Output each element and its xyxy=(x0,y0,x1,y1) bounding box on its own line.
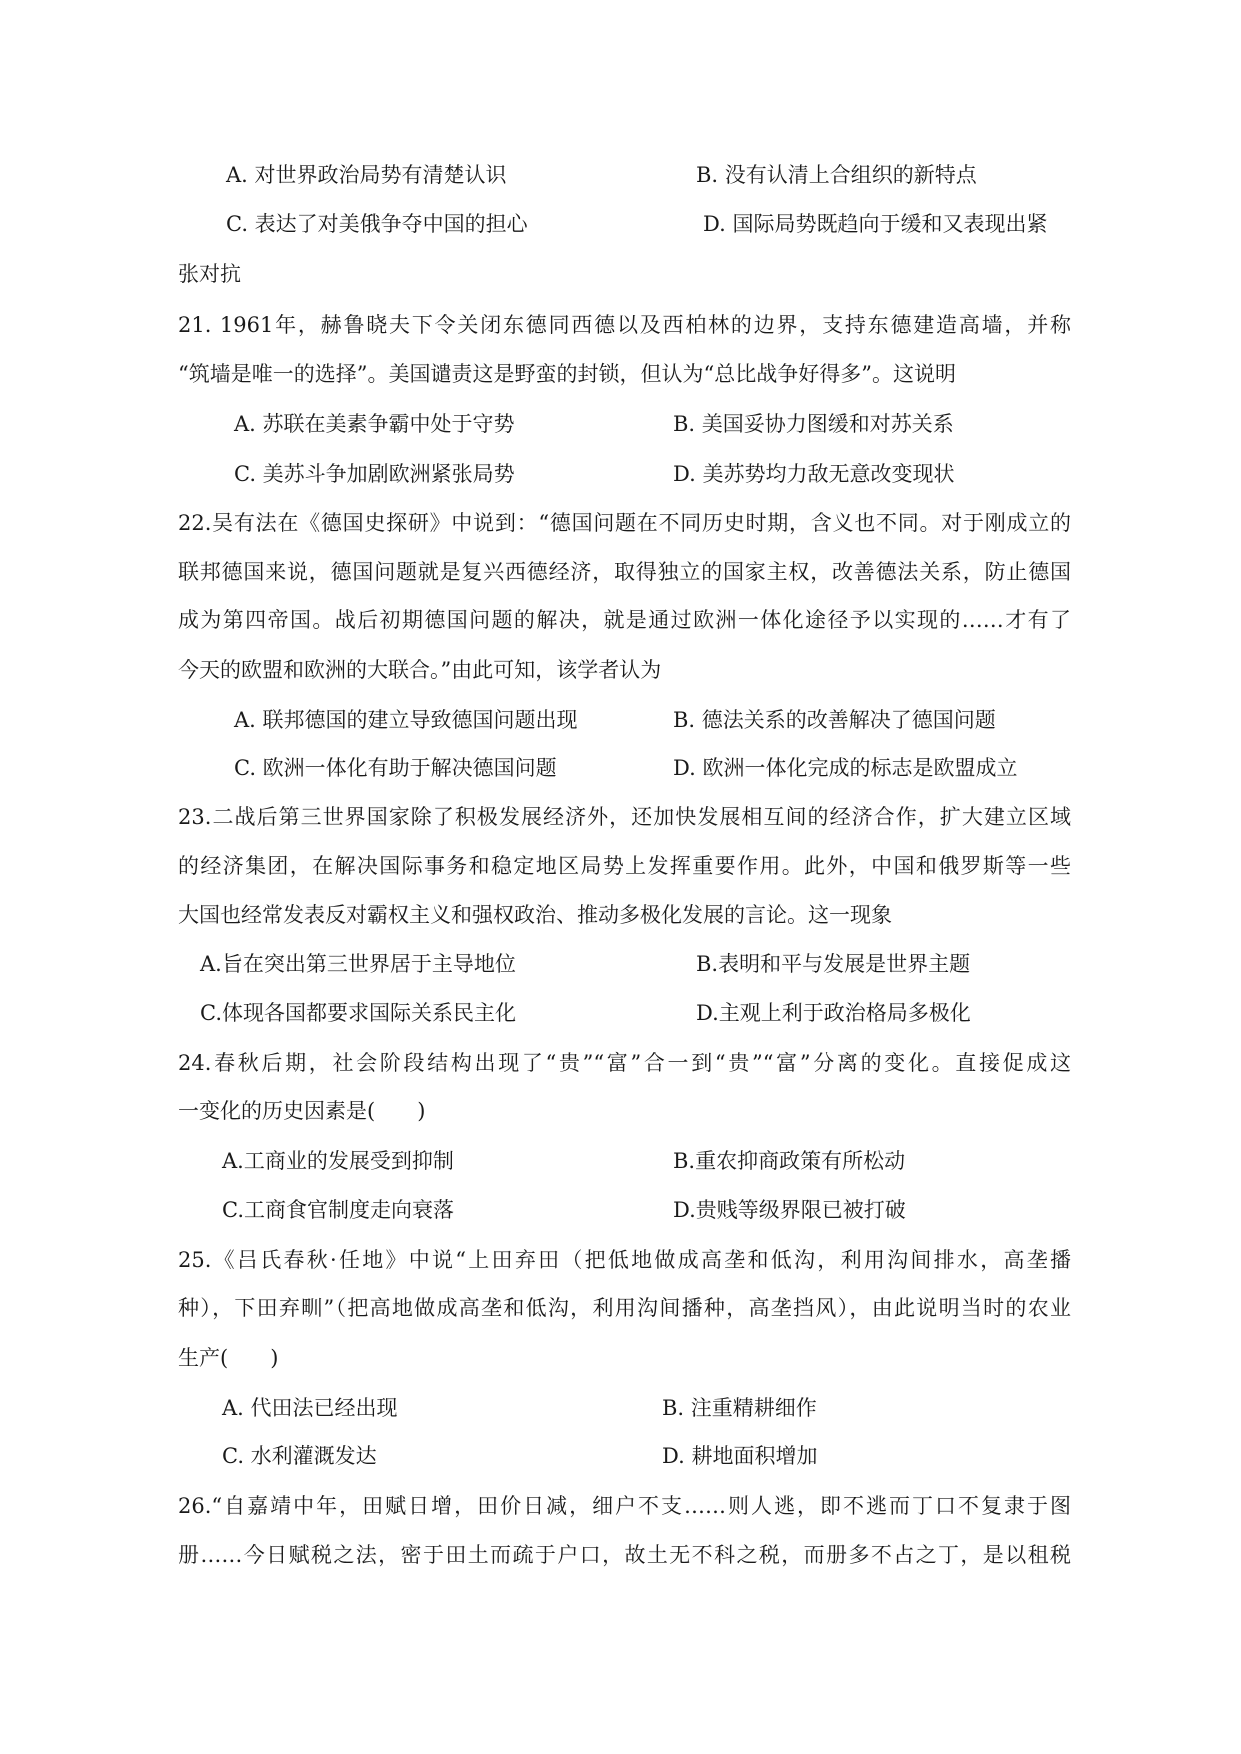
q24-option-b: B.重农抑商政策有所松动 xyxy=(673,1149,906,1173)
q23-stem-line: 的经济集团，在解决国际事务和稳定地区局势上发挥重要作用。此外，中国和俄罗斯等一些 xyxy=(178,854,1071,878)
q23-stem-line: 大国也经常发表反对霸权主义和强权政治、推动多极化发展的言论。这一现象 xyxy=(178,903,892,927)
q25-option-a: A. 代田法已经出现 xyxy=(222,1396,398,1420)
q23-option-d: D.主观上利于政治格局多极化 xyxy=(696,1001,971,1025)
q23-stem-line: 23.二战后第三世界国家除了积极发展经济外，还加快发展相互间的经济合作，扩大建立区域 xyxy=(178,805,1071,829)
q24-option-c: C.工商食官制度走向衰落 xyxy=(222,1198,454,1222)
q23-option-a: A.旨在突出第三世界居于主导地位 xyxy=(200,952,516,976)
q20-option-b: B. 没有认清上合组织的新特点 xyxy=(696,163,977,187)
q24-stem-line: 一变化的历史因素是( ) xyxy=(178,1099,426,1123)
q25-option-c: C. 水利灌溉发达 xyxy=(222,1444,377,1468)
q22-stem-line: 成为第四帝国。战后初期德国问题的解决，就是通过欧洲一体化途径予以实现的……才有了 xyxy=(178,608,1071,632)
q21-option-c: C. 美苏斗争加剧欧洲紧张局势 xyxy=(234,462,515,486)
q25-option-d: D. 耕地面积增加 xyxy=(662,1444,818,1468)
q25-stem-line: 种），下田弃甽”（把高地做成高垄和低沟，利用沟间播种，高垄挡风），由此说明当时的农业 xyxy=(178,1296,1071,1320)
q20-option-d-continued: 张对抗 xyxy=(178,262,241,286)
q26-stem-line: 册……今日赋税之法，密于田土而疏于户口，故土无不科之税，而册多不占之丁，是以租税 xyxy=(178,1543,1071,1567)
q23-option-c: C.体现各国都要求国际关系民主化 xyxy=(200,1001,516,1025)
q21-stem-line: “筑墙是唯一的选择”。美国谴责这是野蛮的封锁，但认为“总比战争好得多”。这说明 xyxy=(178,362,956,386)
q22-option-a: A. 联邦德国的建立导致德国问题出现 xyxy=(234,708,578,732)
q24-stem-line: 24.春秋后期，社会阶段结构出现了“贵”“富”合一到“贵”“富”分离的变化。直接促成这 xyxy=(178,1051,1071,1075)
q21-option-d: D. 美苏势均力敌无意改变现状 xyxy=(673,462,955,486)
q25-stem-line: 生产( ) xyxy=(178,1346,279,1370)
q22-option-d: D. 欧洲一体化完成的标志是欧盟成立 xyxy=(673,756,1018,780)
q23-option-b: B.表明和平与发展是世界主题 xyxy=(696,952,971,976)
q24-option-d: D.贵贱等级界限已被打破 xyxy=(673,1198,906,1222)
q21-option-a: A. 苏联在美素争霸中处于守势 xyxy=(234,412,515,436)
q21-stem-line: 21. 1961年，赫鲁晓夫下令关闭东德同西德以及西柏林的边界，支持东德建造高墙，并称 xyxy=(178,313,1071,337)
q25-stem-line: 25.《吕氏春秋·任地》中说“上田弃田（把低地做成高垄和低沟，利用沟间排水，高垄播 xyxy=(178,1248,1071,1272)
q22-stem-line: 今天的欧盟和欧洲的大联合。”由此可知，该学者认为 xyxy=(178,658,662,682)
q24-option-a: A.工商业的发展受到抑制 xyxy=(222,1149,454,1173)
q21-option-b: B. 美国妥协力图缓和对苏关系 xyxy=(673,412,954,436)
q22-stem-line: 联邦德国来说，德国问题就是复兴西德经济，取得独立的国家主权，改善德法关系，防止德国 xyxy=(178,560,1071,584)
q20-option-c: C. 表达了对美俄争夺中国的担心 xyxy=(226,212,528,236)
q26-stem-line: 26.“自嘉靖中年，田赋日增，田价日减，细户不支……则人逃，即不逃而丁口不复隶于图 xyxy=(178,1494,1071,1518)
q22-option-b: B. 德法关系的改善解决了德国问题 xyxy=(673,708,996,732)
q25-option-b: B. 注重精耕细作 xyxy=(662,1396,817,1420)
q22-option-c: C. 欧洲一体化有助于解决德国问题 xyxy=(234,756,557,780)
q20-option-d: D. 国际局势既趋向于缓和又表现出紧 xyxy=(703,212,1048,236)
q20-option-a: A. 对世界政治局势有清楚认识 xyxy=(226,163,507,187)
q22-stem-line: 22.吴有法在《德国史探研》中说到：“德国问题在不同历史时期，含义也不同。对于刚成立的 xyxy=(178,511,1071,535)
